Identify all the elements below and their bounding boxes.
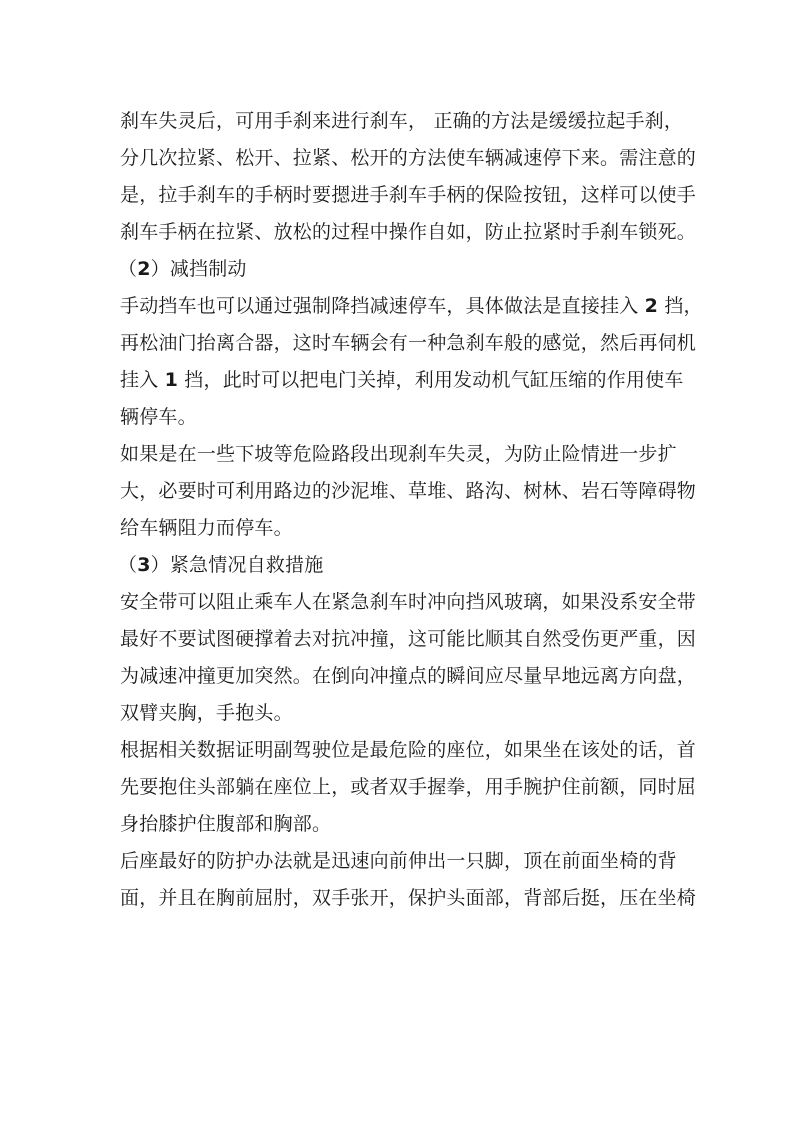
text-line: 刹车失灵后，可用手刹来进行刹车， 正确的方法是缓缓拉起手刹， [120,110,684,132]
text-line: 辆停车。 [120,406,197,428]
section-heading: （2）减挡制动 [118,258,247,280]
text-line: 大，必要时可利用路边的沙泥堆、草堆、路沟、树林、岩石等障碍物 [120,480,697,502]
text-line: 分几次拉紧、松开、拉紧、松开的方法使车辆减速停下来。需注意的 [120,147,697,169]
text-line: 身抬膝护住腹部和胸部。 [120,813,332,835]
document-body [118,103,703,917]
text-line: 面，并且在胸前屈肘，双手张开，保护头面部，背部后挺，压在坐椅 [120,887,697,909]
text-line: 再松油门抬离合器，这时车辆会有一种急刹车般的感觉，然后再伺机 [120,332,697,354]
text-line: 后座最好的防护办法就是迅速向前伸出一只脚，顶在前面坐椅的背 [120,850,677,872]
text-line: 根据相关数据证明副驾驶位是最危险的座位，如果坐在该处的话，首 [120,739,697,761]
text-line: 先要抱住头部躺在座位上，或者双手握拳，用手腕护住前额，同时屈 [120,776,697,798]
text-line: 双臂夹胸，手抱头。 [120,702,293,724]
section-heading: （3）紧急情况自救措施 [118,554,324,576]
text-line: 安全带可以阻止乘车人在紧急刹车时冲向挡风玻璃，如果没系安全带 [120,591,697,613]
text-line: 手动挡车也可以通过强制降挡减速停车，具体做法是直接挂入 2 挡， [120,295,703,317]
text-line: 最好不要试图硬撑着去对抗冲撞，这可能比顺其自然受伤更严重，因 [120,628,697,650]
text-line: 是，拉手刹车的手柄时要摁进手刹车手柄的保险按钮，这样可以使手 [120,184,697,206]
text-line: 挂入 1 挡，此时可以把电门关掉，利用发动机气缸压缩的作用使车 [120,369,684,391]
text-line: 刹车手柄在拉紧、放松的过程中操作自如，防止拉紧时手刹车锁死。 [120,221,697,243]
text-line: 给车辆阻力而停车。 [120,517,293,539]
text-line: 如果是在一些下坡等危险路段出现刹车失灵，为防止险情进一步扩 [120,443,677,465]
text-line: 为减速冲撞更加突然。在倒向冲撞点的瞬间应尽量早地远离方向盘， [120,665,697,687]
